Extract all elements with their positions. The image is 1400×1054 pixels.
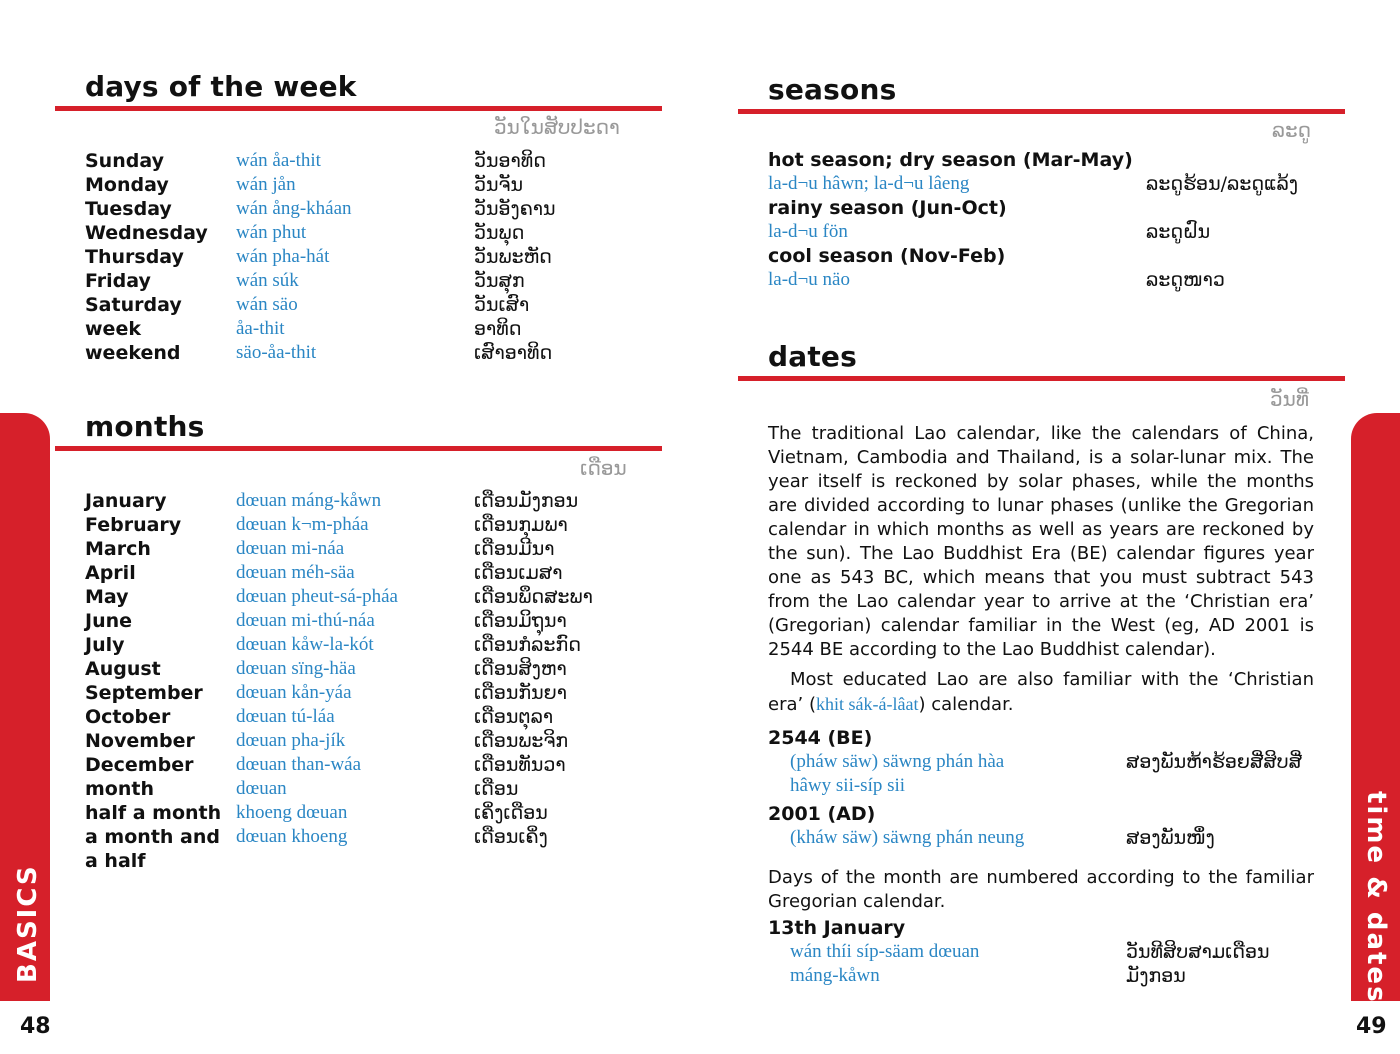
- months-heading: months: [85, 410, 205, 443]
- english-term: half a month: [85, 802, 222, 824]
- example-phonetic: hâwy sii-síp sii: [790, 775, 906, 796]
- lao-term: ເດືອນກໍລະກົດ: [474, 634, 581, 656]
- lao-term: ເດືອນມີນາ: [474, 538, 555, 560]
- english-term: April: [85, 562, 136, 584]
- season-phonetic: la-d¬u näo: [768, 269, 850, 290]
- phonetic-term: wán phut: [236, 222, 307, 243]
- season-lao: ລະດູຮ້ອນ/ລະດູແລ້ງ: [1146, 173, 1299, 195]
- dates-paragraph-1: The traditional Lao calendar, like the calendars of China, Vietnam, Cambodia and Thailand, is a solar-lunar mix. The year itself is reckoned by solar phases, while the months are divided according to lunar phases (unlike the Gregorian calendar in which months as well as years are reckoned by the sun). The Lao Buddhist Era (BE) calendar figures year one as 543 BC, which means that you must subtract 543 from the Lao calendar year to arrive at the ‘Christian era’ (Gregorian) calendar familiar in the West (eg, AD 2001 is 2544 BE according to the Lao Buddhist calendar).: [768, 423, 1314, 660]
- paragraph-text: Most educated Lao are also familiar with the ‘Christian era’ (: [768, 669, 1314, 715]
- phonetic-term: khoeng dœuan: [236, 802, 348, 823]
- list-item: [85, 293, 645, 317]
- list-item: [85, 513, 645, 537]
- phonetic-term: dœuan k¬m-pháa: [236, 514, 369, 535]
- list-item: [85, 197, 645, 221]
- english-term: August: [85, 658, 161, 680]
- example-lao: ສອງພັນໜຶ່ງ: [1126, 827, 1215, 849]
- list-item: [85, 681, 645, 705]
- phonetic-term: dœuan sïng-häa: [236, 658, 356, 679]
- list-item: [85, 245, 645, 269]
- list-item: [85, 729, 645, 753]
- english-term: October: [85, 706, 171, 728]
- list-item: [85, 489, 645, 513]
- months-heading-rule: [55, 446, 662, 451]
- english-term: weekend: [85, 342, 181, 364]
- section-tab-label: BASICS: [13, 864, 43, 983]
- english-term: June: [85, 610, 133, 632]
- lao-term: ວັນອັງຄານ: [474, 198, 556, 220]
- phonetic-term: wán säo: [236, 294, 298, 315]
- phonetic-term: wán åa-thit: [236, 150, 321, 171]
- phonetic-term: wán jån: [236, 174, 296, 195]
- lao-term: ເດືອນກັນຍາ: [474, 682, 567, 704]
- months-list: [85, 489, 645, 873]
- example-english: 2544 (BE): [768, 727, 873, 749]
- example-english: 13th January: [768, 917, 906, 939]
- example-phonetic: máng-kåwn: [790, 965, 880, 986]
- list-item: [85, 221, 645, 245]
- lao-term: ເດືອນຕຸລາ: [474, 706, 554, 728]
- english-term: Sunday: [85, 150, 164, 172]
- phonetic-term: dœuan tú-láa: [236, 706, 335, 727]
- lao-term: ວັນພຸດ: [474, 222, 525, 244]
- dates-heading-rule: [738, 376, 1345, 381]
- english-term: Monday: [85, 174, 169, 196]
- seasons-lao-heading: ລະດູ: [1272, 118, 1312, 142]
- phonetic-term: dœuan: [236, 778, 287, 799]
- lao-term: ເດືອນມັງກອນ: [474, 490, 579, 512]
- section-tab-label: time & dates: [1361, 791, 1391, 1004]
- phonetic-term: åa-thit: [236, 318, 285, 339]
- lao-term: ວັນພະຫັດ: [474, 246, 552, 268]
- phonetic-term: wán súk: [236, 270, 299, 291]
- days-list: [85, 149, 645, 365]
- phonetic-term: dœuan pha-jík: [236, 730, 346, 751]
- lao-term: ເດືອນພະຈິກ: [474, 730, 569, 752]
- lao-term: ວັນອາທິດ: [474, 150, 546, 172]
- phonetic-term: khit sák-á-lâat: [815, 694, 919, 714]
- lao-term: ເດືອນເຄິ່ງ: [474, 826, 548, 848]
- list-item: [85, 753, 645, 777]
- lao-term: ເດືອນເມສາ: [474, 562, 563, 584]
- english-term: February: [85, 514, 182, 536]
- seasons-heading: seasons: [768, 73, 897, 106]
- example-lao: ມັງກອນ: [1126, 965, 1186, 987]
- english-term: July: [85, 634, 125, 656]
- days-heading: days of the week: [85, 70, 357, 103]
- lao-term: ວັນເສົາ: [474, 294, 530, 316]
- list-item: [85, 633, 645, 657]
- lao-term: ເດືອນພຶດສະພາ: [474, 586, 593, 608]
- season-english: hot season; dry season (Mar-May): [768, 149, 1133, 171]
- section-tab-time-dates: [1351, 413, 1400, 1004]
- english-term: March: [85, 538, 151, 560]
- list-item: [85, 561, 645, 585]
- english-term: January: [85, 490, 167, 512]
- english-term: Friday: [85, 270, 151, 292]
- lao-term: ເສົາອາທິດ: [474, 342, 553, 364]
- dates-paragraph-2: [768, 668, 1314, 717]
- paragraph-text: ) calendar.: [918, 694, 1014, 715]
- english-term: December: [85, 754, 194, 776]
- lao-term: ເດືອນທັນວາ: [474, 754, 566, 776]
- list-item: [85, 825, 645, 849]
- page-number: 49: [1356, 1014, 1387, 1039]
- page-number: 48: [20, 1014, 51, 1039]
- list-item: [85, 777, 645, 801]
- phonetic-term: dœuan than-wáa: [236, 754, 362, 775]
- phonetic-term: wán ång-kháan: [236, 198, 352, 219]
- lao-term: ເດືອນກຸມພາ: [474, 514, 568, 536]
- dates-heading: dates: [768, 340, 857, 373]
- season-lao: ລະດູຝົນ: [1146, 221, 1211, 243]
- phonetic-term: dœuan mi-thú-náa: [236, 610, 375, 631]
- days-heading-rule: [55, 106, 662, 111]
- example-phonetic: wán thíi síp-säam dœuan: [790, 941, 980, 962]
- english-term: Saturday: [85, 294, 182, 316]
- english-term: Wednesday: [85, 222, 208, 244]
- list-item: [85, 341, 645, 365]
- list-item: [85, 585, 645, 609]
- list-item: [85, 849, 645, 873]
- dates-lao-heading: ວັນທີ່: [1270, 387, 1309, 411]
- list-item: [85, 317, 645, 341]
- lao-term: ວັນສຸກ: [474, 270, 525, 292]
- phonetic-term: wán pha-hát: [236, 246, 330, 267]
- english-term: Thursday: [85, 246, 184, 268]
- season-english: cool season (Nov-Feb): [768, 245, 1006, 267]
- season-phonetic: la-d¬u hâwn; la-d¬u lâeng: [768, 173, 970, 194]
- section-tab-basics: [0, 413, 50, 1001]
- phonetic-term: dœuan kån-yáa: [236, 682, 352, 703]
- days-lao-heading: ວັນໃນສັບປະດາ: [494, 115, 620, 139]
- phonetic-term: säo-åa-thit: [236, 342, 317, 363]
- example-english: 2001 (AD): [768, 803, 876, 825]
- lao-term: ເຄິ່ງເດືອນ: [474, 802, 548, 824]
- list-item: [85, 801, 645, 825]
- example-lao: ສອງພັນຫ້າຮ້ອຍສີ່ສິບສີ່: [1126, 751, 1302, 773]
- english-term: month: [85, 778, 154, 800]
- english-term: May: [85, 586, 129, 608]
- english-term: a month and: [85, 826, 220, 848]
- months-lao-heading: ເດືອນ: [580, 456, 627, 480]
- lao-term: ອາທິດ: [474, 318, 522, 340]
- list-item: [85, 657, 645, 681]
- english-term: September: [85, 682, 203, 704]
- list-item: [85, 173, 645, 197]
- phonetic-term: dœuan máng-kåwn: [236, 490, 382, 511]
- example-phonetic: (pháw säw) säwng phán hàa: [790, 751, 1005, 772]
- english-term: Tuesday: [85, 198, 172, 220]
- dates-paragraph-3: Days of the month are numbered according to the familiar Gregorian calendar.: [768, 867, 1314, 912]
- english-term: week: [85, 318, 141, 340]
- lao-term: ເດືອນສິງຫາ: [474, 658, 567, 680]
- season-phonetic: la-d¬u fön: [768, 221, 848, 242]
- list-item: [85, 269, 645, 293]
- phonetic-term: dœuan méh-säa: [236, 562, 355, 583]
- phonetic-term: dœuan pheut-sá-pháa: [236, 586, 398, 607]
- list-item: [85, 609, 645, 633]
- season-lao: ລະດູໜາວ: [1146, 269, 1225, 291]
- phonetic-term: dœuan khoeng: [236, 826, 348, 847]
- english-term: a half: [85, 850, 146, 872]
- lao-term: ເດືອນ: [474, 778, 519, 800]
- english-term: November: [85, 730, 195, 752]
- season-english: rainy season (Jun-Oct): [768, 197, 1007, 219]
- list-item: [85, 537, 645, 561]
- example-phonetic: (kháw säw) säwng phán neung: [790, 827, 1025, 848]
- seasons-heading-rule: [738, 109, 1345, 114]
- phonetic-term: dœuan kåw-la-kót: [236, 634, 374, 655]
- list-item: [85, 149, 645, 173]
- example-lao: ວັນທີສິບສາມເດືອນ: [1126, 941, 1270, 963]
- lao-term: ວັນຈັນ: [474, 174, 523, 196]
- lao-term: ເດືອນມິຖຸນາ: [474, 610, 567, 632]
- list-item: [85, 705, 645, 729]
- phonetic-term: dœuan mi-náa: [236, 538, 345, 559]
